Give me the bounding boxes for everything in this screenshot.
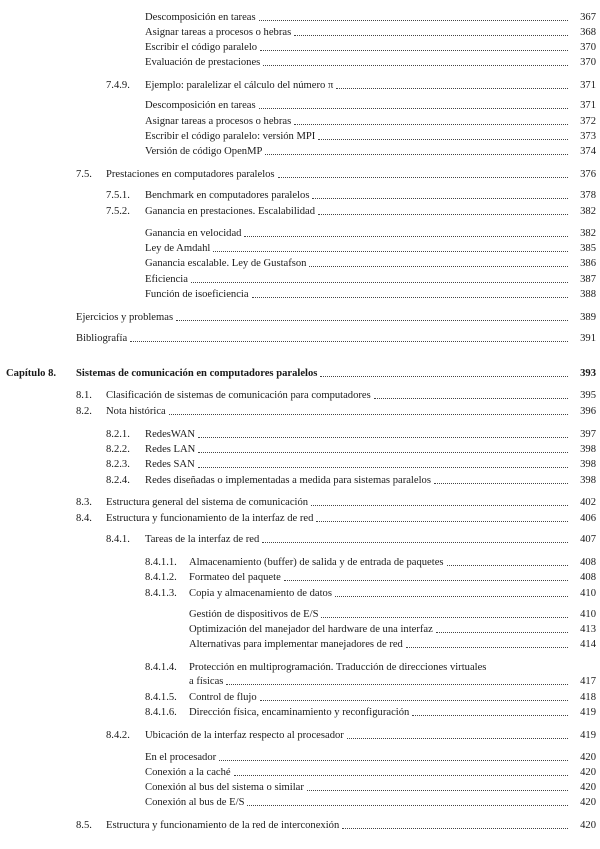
toc-entry [0,608,600,622]
toc-entry-page: 374 [580,146,596,157]
toc-entry-page: 368 [580,27,596,38]
toc-entry-title: Ganancia en velocidad [145,227,244,241]
toc-entry [0,474,600,488]
toc-entry-title: Estructura y funcionamiento de la interfaz de red [106,512,316,526]
toc-entry [0,729,600,743]
dot-leader [260,41,568,51]
toc-entry-title: Asignar tareas a procesos o hebras [145,115,294,129]
toc-entry-number: 8.4.1. [106,534,130,545]
dot-leader [247,796,568,806]
toc-entry-title: Ubicación de la interfaz respecto al procesador [145,729,347,743]
dot-leader [213,242,568,252]
toc-entry [0,512,600,526]
toc-entry-page: 396 [580,406,596,417]
dot-leader [259,99,568,109]
toc-entry-title: Escribir el código paralelo [145,41,260,55]
toc-entry-title: Copia y almacenamiento de datos [189,587,335,601]
toc-entry-title: En el procesador [145,751,219,765]
toc-entry-number: 8.2.2. [106,444,130,455]
toc-entry [0,332,600,346]
toc-entry-title: Descomposición en tareas [145,11,259,25]
toc-entry [0,26,600,40]
dot-leader [252,288,568,298]
toc-entry-title: Tareas de la interfaz de red [145,533,262,547]
dot-leader [316,512,568,522]
toc-entry-number: 8.4.1.4. [145,662,177,673]
toc-entry-number: 7.5.2. [106,206,130,217]
toc-entry-title: Optimización del manejador del hardware de una interfaz [189,623,436,637]
toc-entry-title: Eficiencia [145,273,191,287]
toc-entry [0,796,600,810]
toc-entry-page: 386 [580,258,596,269]
dot-leader [412,706,568,716]
toc-entry-page: 406 [580,513,596,524]
toc-entry-number: 7.4.9. [106,80,130,91]
toc-entry-title: Benchmark en computadores paralelos [145,189,312,203]
toc-entry-title: Nota histórica [106,405,169,419]
toc-entry-number: 7.5.1. [106,190,130,201]
dot-leader [342,819,568,829]
toc-entry-title: Conexión a la caché [145,766,234,780]
toc-entry [0,587,600,601]
toc-entry-page: 382 [580,206,596,217]
toc-entry-page: 397 [580,429,596,440]
dot-leader [265,145,568,155]
toc-entry-number: 8.4.1.5. [145,692,177,703]
toc-entry-number: 8.4.1.3. [145,588,177,599]
dot-leader [309,257,568,267]
toc-entry [0,623,600,637]
dot-leader [191,273,568,283]
dot-leader [312,189,568,199]
toc-entry-number: 8.4.1.6. [145,707,177,718]
toc-entry-page: 391 [580,333,596,344]
toc-entry-title: Ganancia en prestaciones. Escalabilidad [145,205,318,219]
toc-entry-title: Redes diseñadas o implementadas a medida para sistemas paralelos [145,474,434,488]
toc-entry-page: 420 [580,782,596,793]
toc-entry-number: 8.2.3. [106,459,130,470]
dot-leader [284,571,568,581]
toc-entry [0,257,600,271]
toc-entry-title: Estructura y funcionamiento de la red de interconexión [106,819,342,833]
dot-leader [198,428,568,438]
toc-entry-number: 8.4.2. [106,730,130,741]
toc-entry-title: Escribir el código paralelo: versión MPI [145,130,318,144]
dot-leader [447,556,568,566]
toc-entry [0,533,600,547]
toc-entry-title: Dirección física, encaminamiento y reconfiguración [189,706,412,720]
toc-entry-page: 376 [580,169,596,180]
toc-entry-page: 420 [580,797,596,808]
toc-entry-title: Sistemas de comunicación en computadores paralelos [76,367,320,381]
toc-entry [0,556,600,570]
dot-leader [294,26,568,36]
dot-leader [169,405,568,415]
dot-leader [198,458,568,468]
toc-entry [0,115,600,129]
toc-entry [0,751,600,765]
dot-leader [318,205,568,215]
dot-leader [260,691,568,701]
toc-entry [0,389,600,403]
toc-entry-page: 398 [580,459,596,470]
dot-leader [347,729,568,739]
toc-entry [0,638,600,652]
dot-leader [321,608,568,618]
toc-entry [0,691,600,705]
toc-entry [0,79,600,93]
toc-entry-page: 407 [580,534,596,545]
toc-entry-title: Redes LAN [145,443,198,457]
toc-entry-title: Prestaciones en computadores paralelos [106,168,278,182]
toc-entry-title: Ejercicios y problemas [76,311,176,325]
dot-leader [434,474,568,484]
toc-entry [0,242,600,256]
toc-entry-number: 8.1. [76,390,92,401]
toc-entry [0,443,600,457]
toc-entry-title: Ejemplo: paralelizar el cálculo del número π [145,79,336,93]
toc-entry-page: 408 [580,557,596,568]
toc-entry-page: 387 [580,274,596,285]
toc-entry-page: 371 [580,80,596,91]
toc-entry-page: 402 [580,497,596,508]
toc-entry [0,130,600,144]
toc-entry-title: Descomposición en tareas [145,99,259,113]
toc-entry-page: 370 [580,42,596,53]
toc-entry-page: 372 [580,116,596,127]
toc-entry [0,496,600,510]
dot-leader [263,56,568,66]
toc-entry-page: 408 [580,572,596,583]
toc-entry [0,168,600,182]
toc-entry-page: 388 [580,289,596,300]
dot-leader [130,332,568,342]
toc-entry [0,41,600,55]
toc-entry-number: 8.2. [76,406,92,417]
dot-leader [307,781,568,791]
toc-entry-page: 417 [580,676,596,687]
toc-entry-number: 8.4.1.2. [145,572,177,583]
dot-leader [244,227,568,237]
toc-entry-title: Alternativas para implementar manejadores de red [189,638,406,652]
toc-entry-page: 382 [580,228,596,239]
toc-entry-page: 378 [580,190,596,201]
toc-entry-page: 410 [580,588,596,599]
toc-entry-page: 371 [580,100,596,111]
toc-entry-number: 8.5. [76,820,92,831]
toc-entry-title: Versión de código OpenMP [145,145,265,159]
toc-entry-page: 389 [580,312,596,323]
toc-entry [0,56,600,70]
toc-entry-page: 398 [580,475,596,486]
toc-entry-title: Ganancia escalable. Ley de Gustafson [145,257,309,271]
toc-entry-title: Bibliografía [76,332,130,346]
toc-entry-title: Asignar tareas a procesos o hebras [145,26,294,40]
dot-leader [278,168,568,178]
toc-entry-page: 410 [580,609,596,620]
dot-leader [219,751,568,761]
toc-entry-page: 420 [580,752,596,763]
toc-entry-page: 414 [580,639,596,650]
toc-entry-title: Redes SAN [145,458,198,472]
toc-entry-page: 395 [580,390,596,401]
toc-entry-title: Almacenamiento (buffer) de salida y de entrada de paquetes [189,556,447,570]
toc-entry [0,11,600,25]
toc-entry [0,661,600,689]
dot-leader [198,443,568,453]
toc-entry-title: Conexión al bus de E/S [145,796,247,810]
toc-entry [0,405,600,419]
toc-entry [0,781,600,795]
toc-entry [0,145,600,159]
toc-entry-page: 420 [580,820,596,831]
toc-entry [0,458,600,472]
dot-leader [320,367,568,377]
toc-entry-number: 8.4.1.1. [145,557,177,568]
toc-entry-title-continued: a físicas [189,676,224,687]
toc-entry [0,311,600,325]
toc-entry [0,819,600,833]
toc-entry-page: 420 [580,767,596,778]
toc-entry-number: 8.2.1. [106,429,130,440]
toc-entry [0,766,600,780]
toc-entry-page: 393 [580,368,596,379]
toc-entry [0,227,600,241]
dot-leader [318,130,568,140]
toc-entry-page: 419 [580,707,596,718]
toc-entry [0,428,600,442]
toc-entry-page: 367 [580,12,596,23]
toc-entry-page: 373 [580,131,596,142]
toc-entry-title: Ley de Amdahl [145,242,213,256]
dot-leader [259,11,568,21]
toc-entry [0,189,600,203]
toc-entry-page: 385 [580,243,596,254]
toc-entry-title: Control de flujo [189,691,260,705]
toc-entry-title: Clasificación de sistemas de comunicación para computadores [106,389,374,403]
toc-entry [0,288,600,302]
dot-leader [335,587,568,597]
dot-leader [311,496,568,506]
dot-leader [294,115,568,125]
dot-leader [436,623,568,633]
toc-entry-title: Función de isoeficiencia [145,288,252,302]
toc-entry-title: Conexión al bus del sistema o similar [145,781,307,795]
toc-entry-page: 398 [580,444,596,455]
toc-entry-page: 370 [580,57,596,68]
toc-entry [0,99,600,113]
toc-entry-title: Gestión de dispositivos de E/S [189,608,321,622]
toc-entry-number: 8.3. [76,497,92,508]
toc-entry-number: 8.2.4. [106,475,130,486]
toc-entry-page: 418 [580,692,596,703]
dot-leader [226,675,568,685]
dot-leader [336,79,568,89]
toc-entry [0,706,600,720]
toc-chapter-entry [0,367,600,381]
toc-entry-title: Protección en multiprogramación. Traducción de direcciones virtuales [189,661,572,675]
dot-leader [374,389,568,399]
toc-entry-number: 8.4. [76,513,92,524]
dot-leader [234,766,568,776]
toc-entry-title: Formateo del paquete [189,571,284,585]
toc-entry [0,571,600,585]
dot-leader [406,638,568,648]
toc-entry-title: Estructura general del sistema de comunicación [106,496,311,510]
dot-leader [176,311,568,321]
toc-entry-page: 413 [580,624,596,635]
toc-entry [0,273,600,287]
toc-entry-page: 419 [580,730,596,741]
toc-entry-number: Capítulo 8. [6,368,57,379]
toc-entry [0,205,600,219]
toc-entry-title: RedesWAN [145,428,198,442]
toc-entry-title: Evaluación de prestaciones [145,56,263,70]
dot-leader [262,533,568,543]
toc-entry-number: 7.5. [76,169,92,180]
